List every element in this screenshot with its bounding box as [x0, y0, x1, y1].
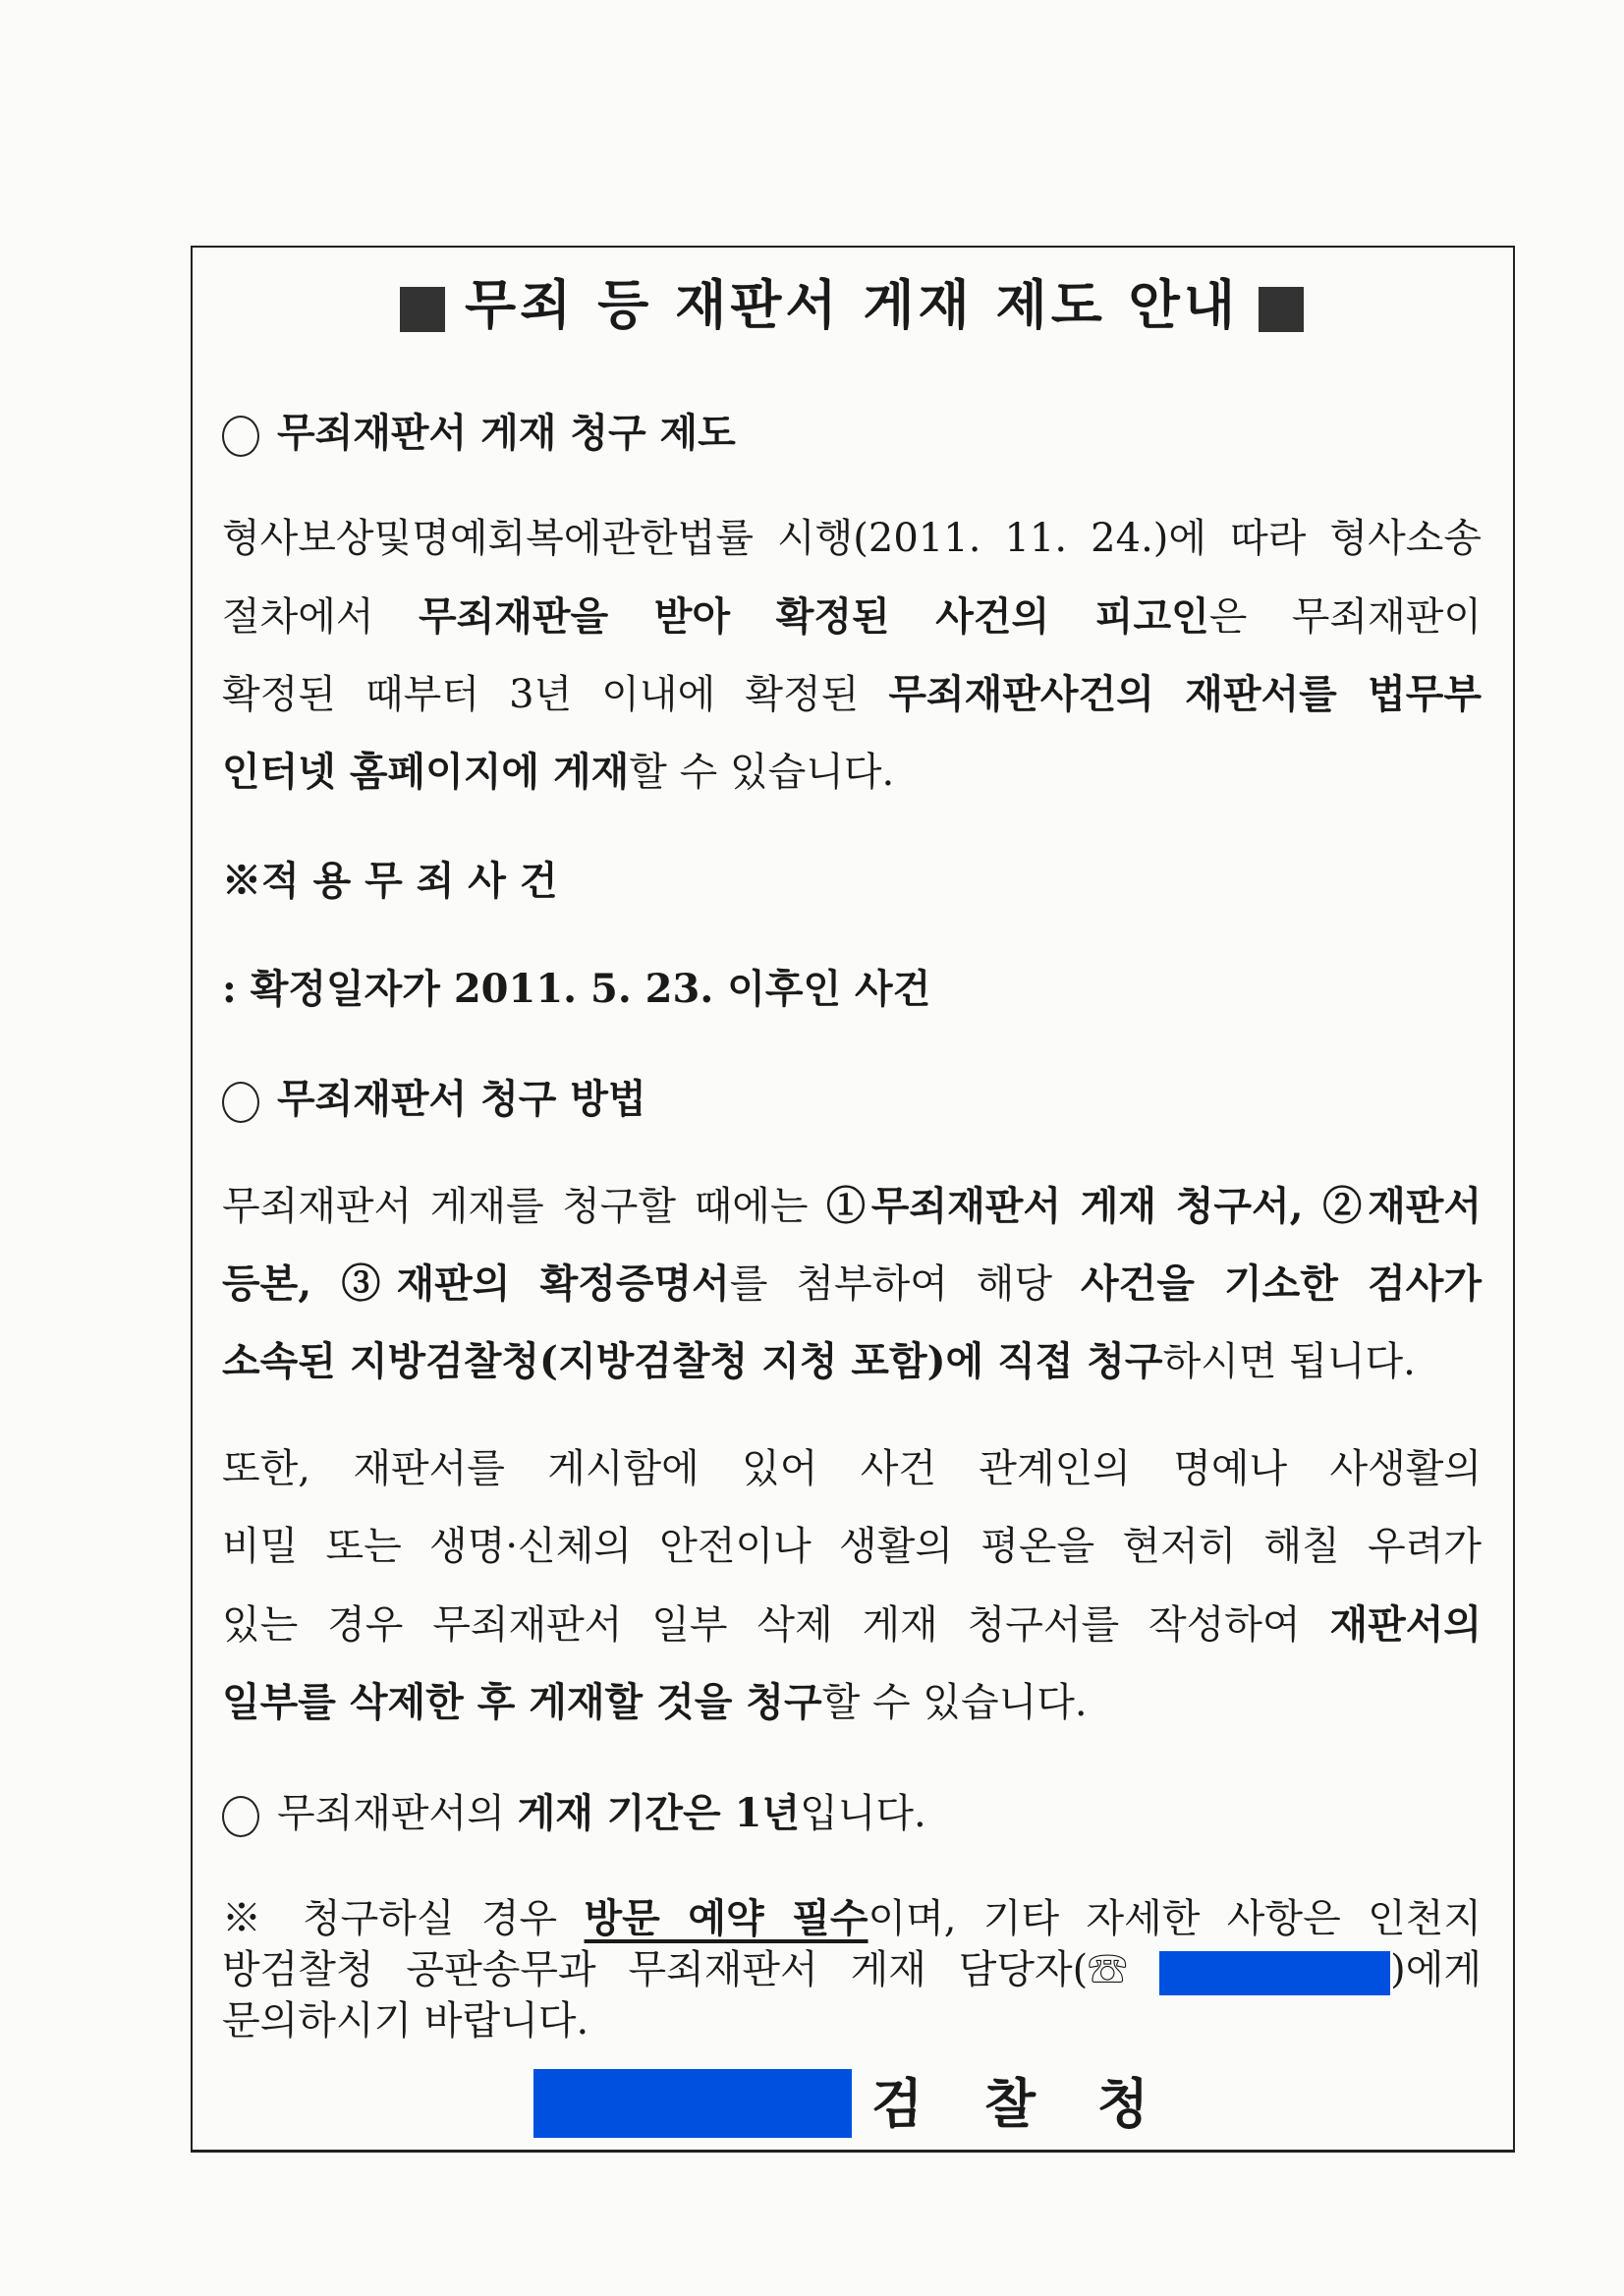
text-segment: 비밀 또는 생명·신체의 안전이나 생활의 평온을 현저히 해칠 우려가 [222, 1524, 1482, 1569]
bold-text: 인터넷 홈페이지에 게재 [222, 749, 630, 795]
text-line [222, 1663, 1482, 1741]
text-segment: )에게 [1390, 1947, 1482, 1992]
circle-bullet-icon [222, 1082, 259, 1123]
bold-text: 방문 예약 필수 [584, 1895, 868, 1941]
scope-value [222, 950, 1482, 1028]
contact-note [222, 1893, 1482, 2046]
heading-text: 무죄재판서 청구 방법 [277, 1076, 646, 1122]
title-text: 무죄 등 재판서 게재 제도 안내 [465, 273, 1239, 336]
bold-text: 소속된 지방검찰청(지방검찰청 지청 포함)에 직접 청구 [222, 1338, 1163, 1384]
text-line [222, 578, 1482, 655]
redacted-phone-number [1159, 1951, 1390, 1995]
bold-text: 무죄재판사건의 재판서를 법무부 [888, 671, 1482, 717]
text-line [222, 655, 1482, 733]
bold-text: 일부를 삭제한 후 게재할 것을 청구 [222, 1679, 822, 1725]
text-segment: 확정된 때부터 3년 이내에 확정된 [222, 672, 889, 717]
scope-label-text: ※적 용 무 죄 사 건 [222, 858, 558, 904]
text-line [222, 1245, 1482, 1322]
text-line [222, 1944, 1482, 1995]
circle-bullet-icon [222, 1796, 259, 1837]
black-square-icon [400, 287, 445, 332]
section2-heading [222, 1060, 1482, 1138]
text-segment: 문의하시기 바랍니다. [222, 1998, 589, 2044]
text-segment: 형사보상및명예회복에관한법률 시행(2011. 11. 24.)에 따라 형사소송 [222, 516, 1482, 561]
bold-text: 게재 기간은 1년 [517, 1790, 801, 1836]
text-segment: 를 첨부하여 해당 [729, 1261, 1081, 1307]
bold-text: ①무죄재판서 게재 청구서, ②재판서 [826, 1183, 1482, 1229]
text-line [222, 733, 1482, 811]
text-segment: 또한, 재판서를 게시함에 있어 사건 관계인의 명예나 사생활의 [222, 1446, 1482, 1491]
text-segment: ※ 청구하실 경우 [222, 1896, 585, 1941]
bold-text: 무죄재판을 받아 확정된 사건의 피고인 [418, 593, 1209, 640]
text-segment: 하시면 됩니다. [1162, 1339, 1416, 1384]
text-segment: 할 수 있습니다. [629, 750, 895, 795]
text-line [222, 1893, 1482, 1944]
text-segment: 입니다. [800, 1791, 926, 1836]
page-title [191, 275, 1513, 334]
section1-paragraph [222, 500, 1482, 811]
signature-text: 검 찰 청 [870, 2072, 1171, 2135]
scope-value-text: : 확정일자가 2011. 5. 23. 이후인 사건 [222, 966, 931, 1012]
text-segment: 은 무죄재판이 [1208, 594, 1482, 640]
scope-label [222, 842, 1482, 920]
section2-paragraph [222, 1167, 1482, 1400]
text-segment: 있는 경우 무죄재판서 일부 삭제 게재 청구서를 작성하여 [222, 1602, 1330, 1648]
section2-paragraph-2 [222, 1430, 1482, 1741]
section1-heading [222, 394, 1482, 472]
bold-text: 등본, ③재판의 확정증명서 [222, 1260, 730, 1307]
text-segment: 무죄재판서 게재를 청구할 때에는 [222, 1184, 826, 1229]
text-line [222, 1586, 1482, 1663]
text-segment: 절차에서 [222, 594, 419, 640]
text-line [222, 1322, 1482, 1400]
redacted-office-name [533, 2069, 852, 2138]
text-line [222, 1995, 1482, 2046]
text-line [222, 1167, 1482, 1245]
circle-bullet-icon [222, 416, 259, 457]
text-segment: 할 수 있습니다. [821, 1680, 1088, 1725]
signature [191, 2069, 1513, 2138]
bold-text: 사건을 기소한 검사가 [1080, 1260, 1482, 1307]
bold-text: 재판서의 [1329, 1601, 1482, 1648]
text-segment: 이며, 기타 자세한 사항은 인천지 [868, 1896, 1482, 1941]
text-line [222, 1774, 1482, 1852]
text-line [222, 500, 1482, 578]
section3-heading [222, 1774, 1482, 1852]
text-segment: 무죄재판서의 [277, 1791, 518, 1836]
black-square-icon [1259, 287, 1304, 332]
heading-text: 무죄재판서 게재 청구 제도 [277, 410, 736, 456]
text-line [222, 1430, 1482, 1508]
text-segment: 방검찰청 공판송무과 무죄재판서 게재 담당자(☏ [222, 1947, 1160, 1992]
text-line [222, 1508, 1482, 1586]
